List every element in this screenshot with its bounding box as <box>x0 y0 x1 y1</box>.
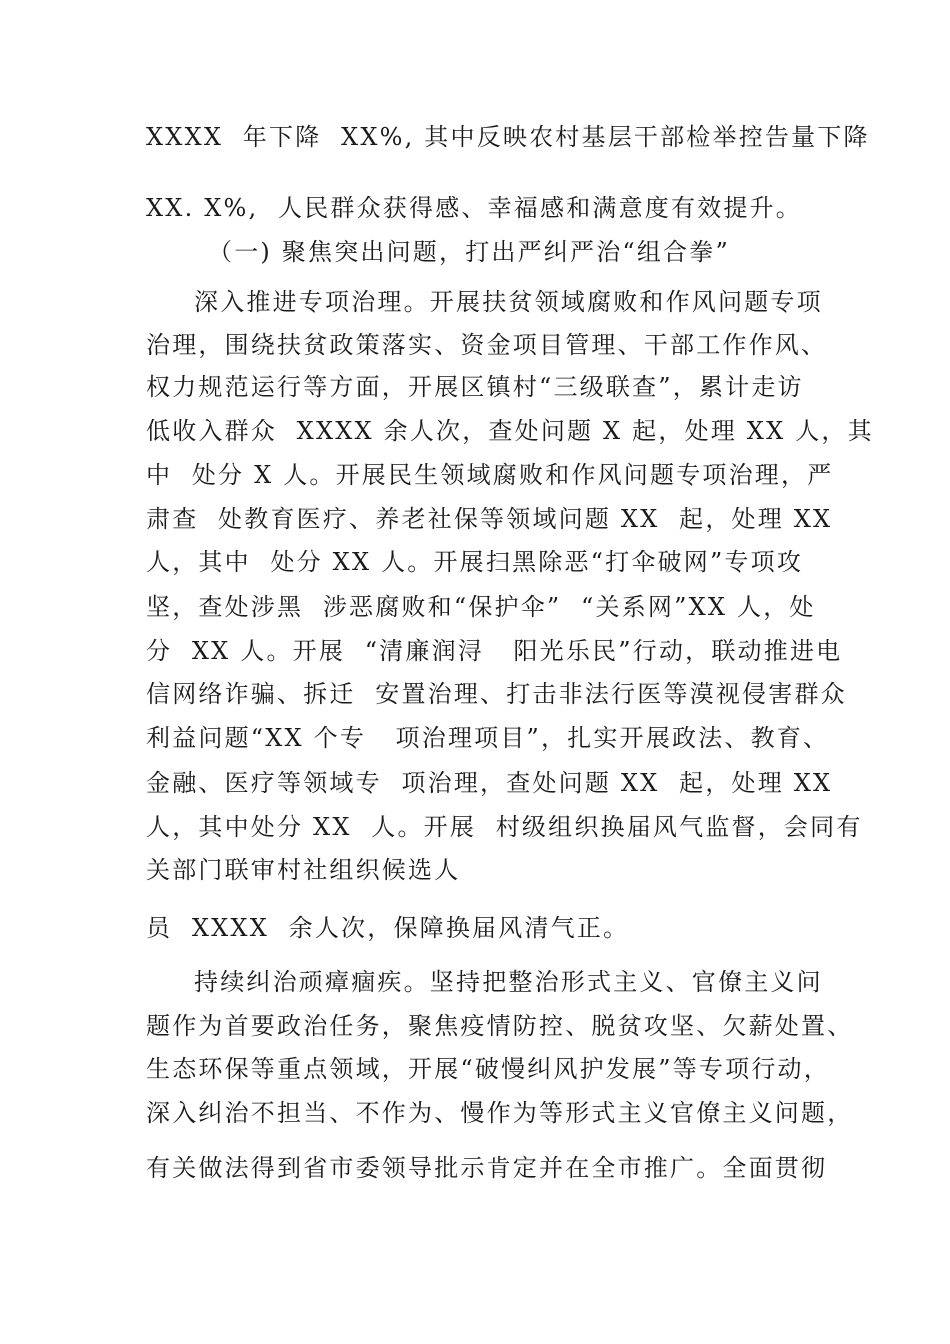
body-text-line: 关部门联审村社组织候选人 <box>146 856 461 884</box>
body-text-line: 金融、医疗等领域专 项治理，查处问题 XX 起，处理 XX <box>146 769 833 797</box>
body-text-line: 坚，查处涉黑 涉恶腐败和“保护伞” “关系网”XX 人，处 <box>146 593 816 621</box>
body-text-line: 生态环保等重点领域，开展“破慢纠风护发展”等专项行动， <box>146 1055 830 1083</box>
body-text-line: 有关做法得到省市委领导批示肯定并在全市推广。全面贯彻 <box>146 1154 828 1182</box>
body-text-line: 利益问题“XX 个专 项治理项目”，扎实开展政法、教育、 <box>146 724 830 752</box>
body-text-line: 深入纠治不担当、不作为、慢作为等形式主义官僚主义问题， <box>146 1099 854 1127</box>
body-text-line: 题作为首要政治任务，聚焦疫情防控、脱贫攻坚、欠薪处置、 <box>146 1012 854 1040</box>
body-text-line: 权力规范运行等方面，开展区镇村“三级联查”，累计走访 <box>146 373 804 401</box>
body-text-line: 中 处分 X 人。开展民生领域腐败和作风问题专项治理，严 <box>146 461 834 489</box>
paragraph-first-line: 深入推进专项治理。开展扶贫领域腐败和作风问题专项 <box>194 288 823 316</box>
body-text-line: XX. X%, 人民群众获得感、幸福感和满意度有效提升。 <box>146 194 803 222</box>
paragraph-first-line: 持续纠治顽瘴痼疾。坚持把整治形式主义、官僚主义问 <box>194 968 823 996</box>
section-heading: （一) 聚焦突出问题，打出严纠严治“组合拳” <box>208 238 730 266</box>
body-text-line: 低收入群众 XXXX 余人次，查处问题 X 起，处理 XX 人，其 <box>146 417 874 445</box>
body-text-line: 人，其中处分 XX 人。开展 村级组织换届风气监督，会同有 <box>146 813 863 841</box>
body-text-line: 肃查 处教育医疗、养老社保等领域问题 XX 起，处理 XX <box>146 505 833 533</box>
body-text-line: XXXX 年下降 XX%, 其中反映农村基层干部检举控告量下降 <box>146 123 870 151</box>
body-text-line: 员 XXXX 余人次，保障换届风清气正。 <box>146 914 630 942</box>
body-text-line: 人，其中 处分 XX 人。开展扫黑除恶“打伞破网”专项攻 <box>146 548 804 576</box>
body-text-line: 信网络诈骗、拆迁 安置治理、打击非法行医等漠视侵害群众 <box>146 680 847 708</box>
body-text-line: 治理，围绕扶贫政策落实、资金项目管理、干部工作作风、 <box>146 331 828 359</box>
body-text-line: 分 XX 人。开展 “清廉润浔 阳光乐民”行动，联动推进电 <box>146 637 843 665</box>
